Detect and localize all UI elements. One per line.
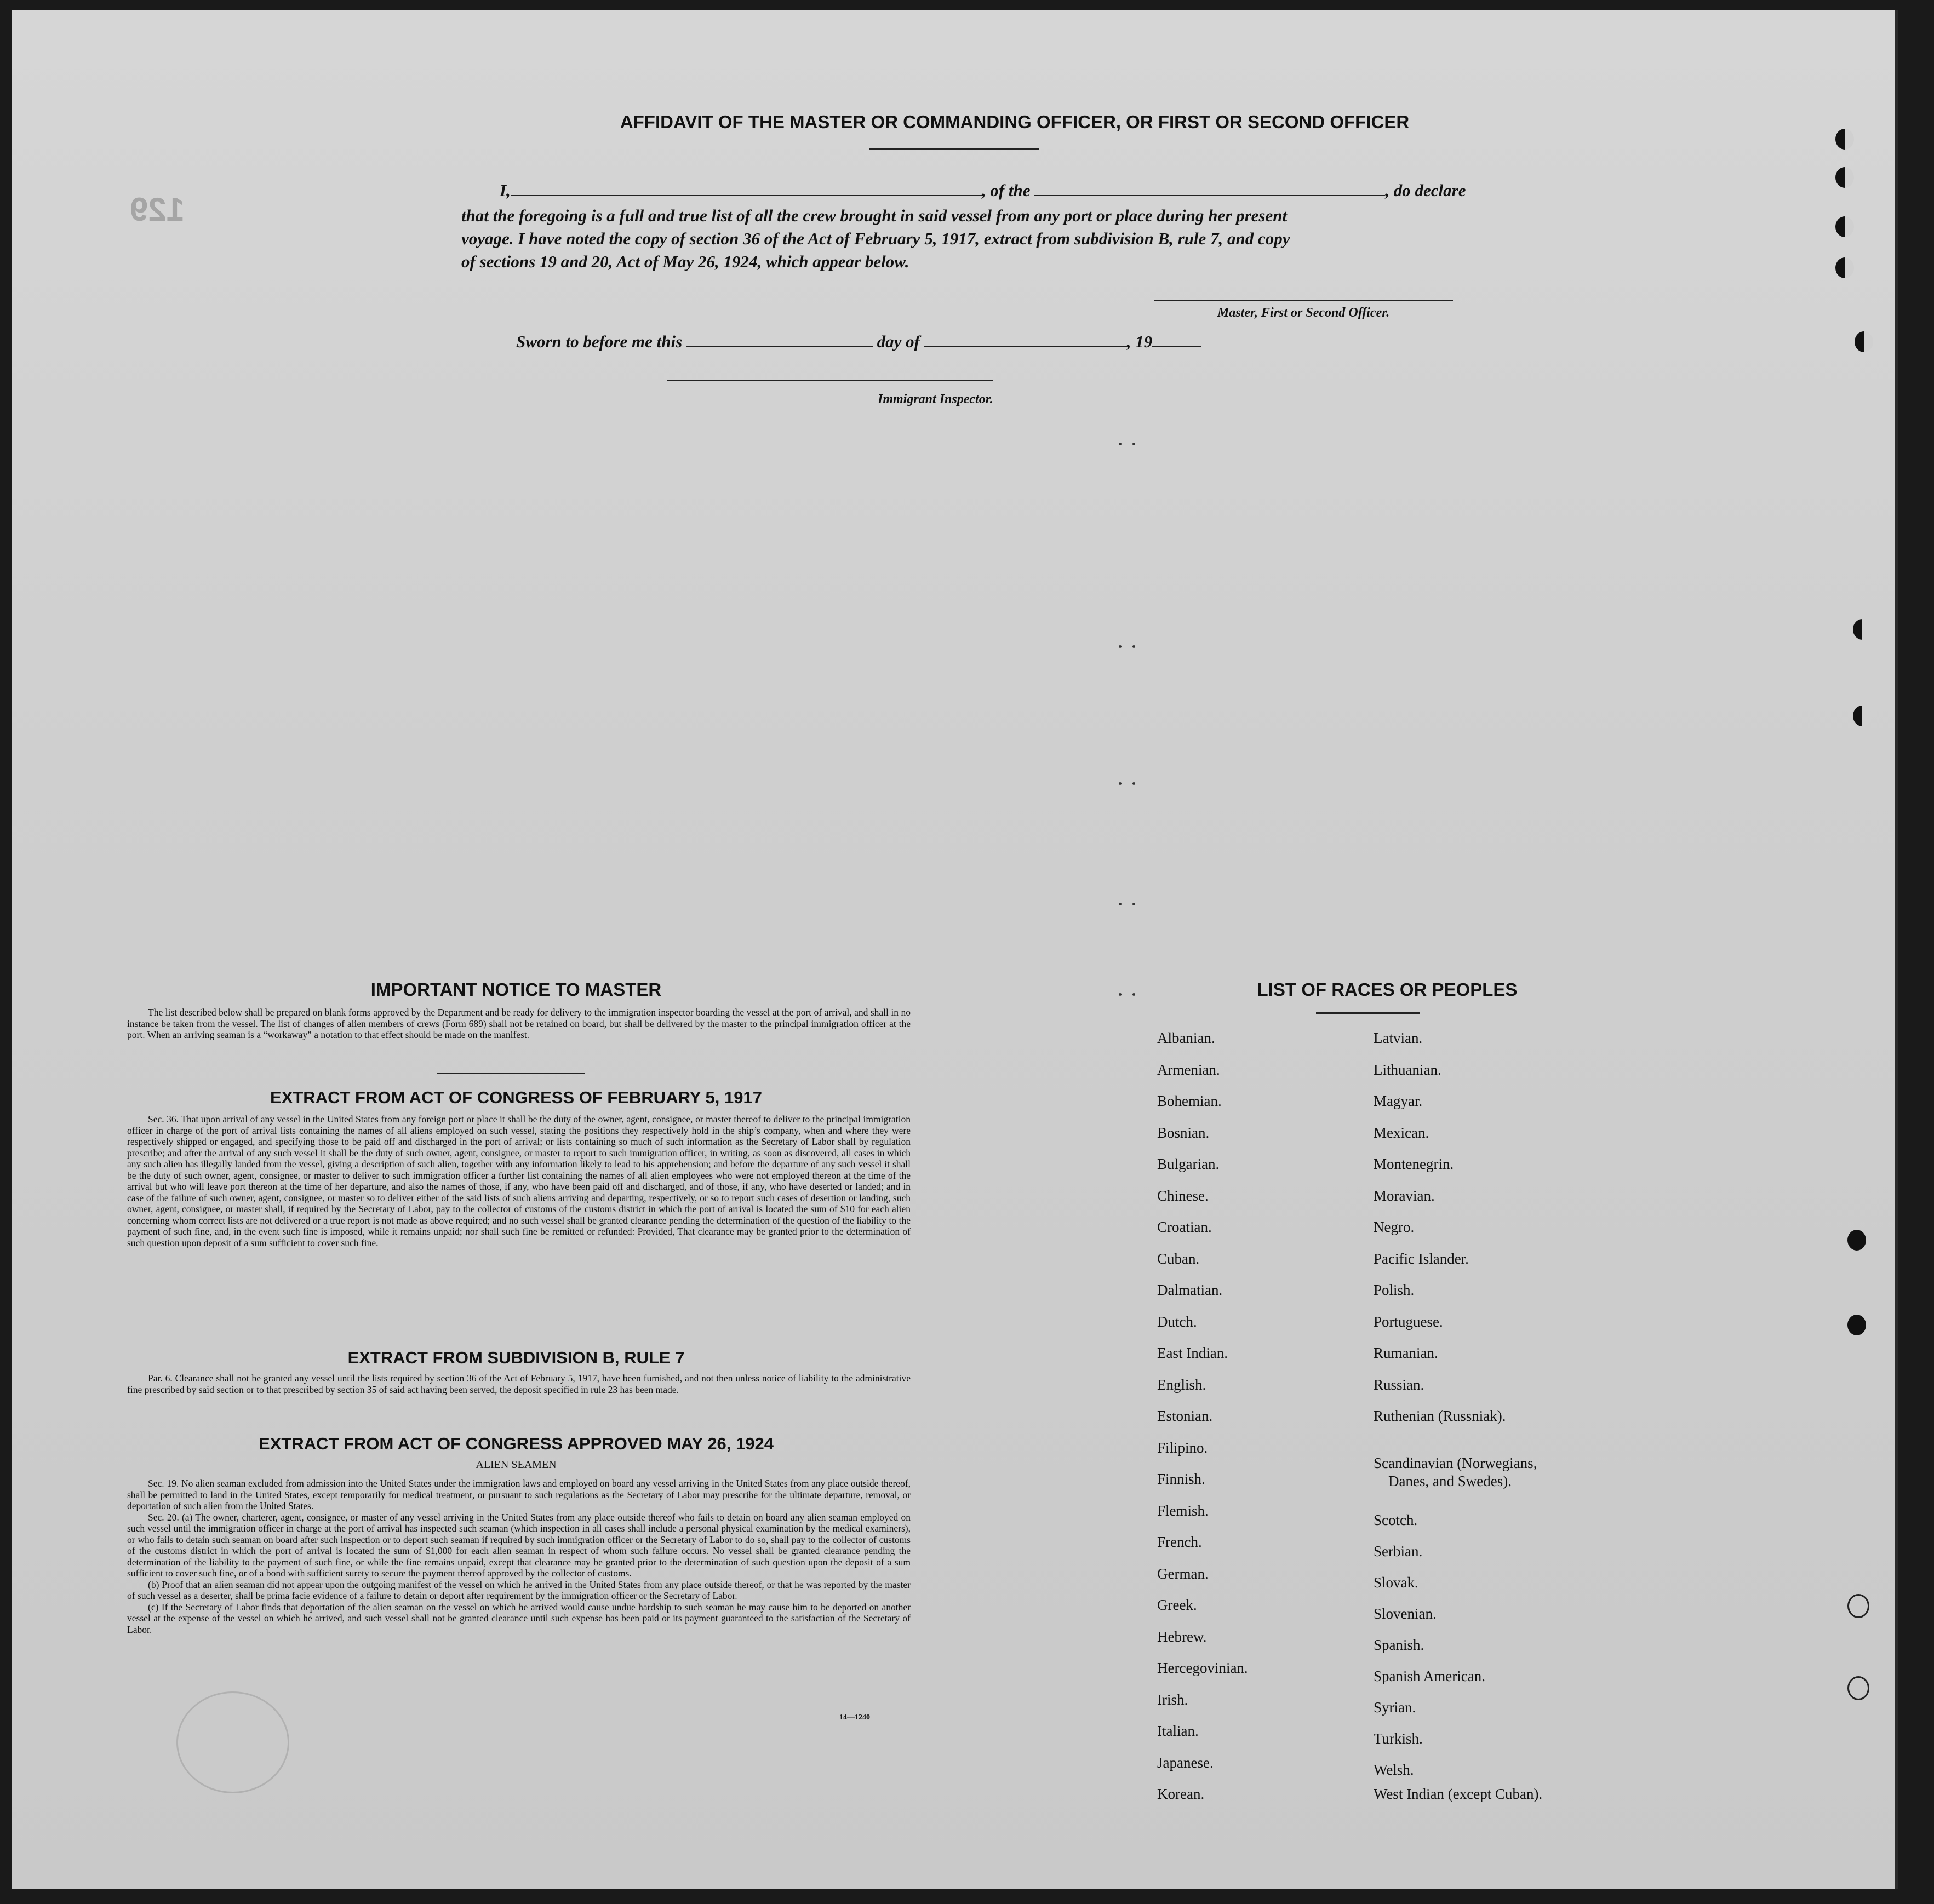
race-item: Greek.	[1157, 1597, 1197, 1613]
races-title-rule	[1316, 1012, 1420, 1014]
sworn-line: Sworn to before me this day of , 19	[516, 332, 1201, 352]
race-item: Chinese.	[1157, 1187, 1209, 1204]
race-item: Serbian.	[1374, 1543, 1423, 1559]
page-number-bleedthrough: 129	[130, 191, 185, 228]
race-item: Lithuanian.	[1374, 1061, 1441, 1078]
race-item: Bosnian.	[1157, 1124, 1210, 1141]
binding-hole	[1853, 619, 1872, 640]
binding-hole	[1847, 1594, 1869, 1618]
faint-seal-stamp	[176, 1691, 289, 1793]
form-sheet	[12, 10, 1898, 1889]
binding-hole	[1847, 1315, 1866, 1335]
race-item: Rumanian.	[1374, 1345, 1438, 1361]
affidavit-declaration-line: I, , of the , do declare	[500, 181, 1466, 200]
race-item: Welsh.	[1374, 1762, 1414, 1778]
binding-hole	[1853, 706, 1872, 726]
race-item: Danes, and Swedes).	[1388, 1473, 1512, 1489]
sworn-month-field[interactable]	[924, 346, 1127, 347]
race-item: Spanish.	[1374, 1637, 1424, 1653]
extract-1917-text: Sec. 36. That upon arrival of any vessel in the United States from any foreign port or place it shall be the duty of the owner, agent, consignee, or master thereof to deliver to the principal immigration officer in charge of the port of arrival lists containing the names of all aliens employed on such vessel, stating the positions they respectively hold in the ship’s company, when and where they were respectively shipped or engaged, and specifying those to be paid off and discharged in the port of arrival; or lists containing so much of such information as the Secretary of Labor shall by regulation prescribe; and after the arrival of any such vessel it shall be the duty of such owner, agent, consignee, or master to report to such immigration officer, in writing, as soon as discovered, all cases in which any such alien has illegally landed from the vessel, giving a description of such alien, together with any information likely to lead to his apprehension; and before the departure of any such vessel it shall be the duty of such owner, agent, consignee, or master to deliver to such immigration officer a further list containing the names of all alien employees who were not employed thereon at the time of the arrival but who will leave port thereon at the time of her departure, and also the names of those, if any, who have been paid off and discharged, and of those, if any, who have deserted or landed; and in case of the failure of such owner, agent, consignee, or master so to deliver either of the said lists of such aliens arriving and departing, respectively, or so to report such cases of desertion or landing, such owner, agent, consignee, or master shall, if required by the Secretary of Labor, pay to the collector of customs of the customs district in which the port of arrival is located the sum of $10 for each alien concerning whom correct lists are not delivered or a true report is not made as above required; and no such vessel shall be granted clearance pending the determination of the question of the liability to the payment of such fine, and, in the event such fine is imposed, while it remains unpaid; nor shall such fine be remitted or refunded: Provided, That clearance may be granted prior to the determination of such question upon deposit of a sum sufficient to cover such fine.	[127, 1114, 911, 1248]
affidavit-title-rule	[869, 148, 1039, 150]
race-item: Syrian.	[1374, 1699, 1416, 1716]
binding-hole	[1835, 216, 1854, 237]
affidavit-body-line-2: voyage. I have noted the copy of section 36 of the Act of February 5, 1917, extract from subdivision B, rule 7, and copy	[461, 229, 1290, 248]
form-number: 14—1240	[839, 1713, 870, 1722]
race-item: Hebrew.	[1157, 1628, 1207, 1645]
extract-rule7-text: Par. 6. Clearance shall not be granted any vessel until the lists required by section 36 of the Act of February 5, 1917, have been furnished, and not then unless notice of liability to the administrative fine prescribed by said section or to that prescribed by section 35 of said act having been served, the deposit specified in rule 23 has been made.	[127, 1373, 911, 1395]
notice-rule	[437, 1073, 585, 1074]
race-item: Italian.	[1157, 1723, 1199, 1739]
master-signature-label: Master, First or Second Officer.	[1217, 306, 1390, 320]
sec-20b-text: (b) Proof that an alien seaman did not appear upon the outgoing manifest of the vessel on which he arrived in the United States from any place outside thereof, or that he was reported by the master of such vessel as a deserter, shall be prima facie evidence of a failure to detain or deport after requirement by the immigration officer or the Secretary of Labor.	[127, 1579, 911, 1601]
race-item: Latvian.	[1374, 1030, 1423, 1046]
race-item: Flemish.	[1157, 1502, 1209, 1519]
inspector-label: Immigrant Inspector.	[878, 392, 993, 406]
notice-title: IMPORTANT NOTICE TO MASTER	[370, 979, 662, 1000]
sworn-year-field[interactable]	[1152, 346, 1201, 347]
extract-1924-text	[127, 1478, 911, 1635]
race-item: English.	[1157, 1376, 1206, 1393]
race-item: Estonian.	[1157, 1408, 1213, 1424]
binding-hole	[1847, 1676, 1869, 1700]
race-item: Magyar.	[1374, 1093, 1423, 1109]
race-item: Bulgarian.	[1157, 1156, 1220, 1172]
bleed-dot	[1132, 443, 1135, 445]
sec-20a-text: Sec. 20. (a) The owner, charterer, agent, consignee, or master of any vessel arriving in the United States from any place outside thereof who fails to detain on board any alien seaman employed on such vessel until the immigration officer in charge at the port of arrival has inspected such seaman (which inspection in all cases shall include a personal physical examination by the medical examiners), or who fails to detain such seaman on board after such inspection or to deport such seaman if required by such immigration officer or the Secretary of Labor to do so, shall pay to the collector of customs of the customs district in which the port of arrival is located the sum of $1,000 for each alien seaman in respect of whom such failure occurs. No vessel shall be granted clearance pending the determination of the liability to the payment of such fine, or while the fine remains unpaid, except that clearance may be granted prior to the determination of such question upon the deposit of a sum sufficient to cover such fine, or of a bond with sufficient surety to secure the payment thereof approved by the collector of customs.	[127, 1511, 911, 1579]
race-item: Russian.	[1374, 1376, 1424, 1393]
race-item: Slovenian.	[1374, 1605, 1437, 1622]
bleed-dot	[1119, 443, 1122, 445]
race-item: Portuguese.	[1374, 1313, 1443, 1330]
bleed-dot	[1119, 903, 1122, 905]
extract-rule7-title: EXTRACT FROM SUBDIVISION B, RULE 7	[347, 1348, 685, 1367]
sec-19-text: Sec. 19. No alien seaman excluded from admission into the United States under the immigration laws and employed on board any vessel arriving in the United States from any place outside thereof, shall be permitted to land in the United States, except temporarily for medical treatment, or pursuant to such regulations as the Secretary of Labor may prescribe for the ultimate departure, removal, or deportation of such alien from the United States.	[127, 1478, 911, 1511]
bleed-dot	[1119, 645, 1122, 648]
race-item: Turkish.	[1374, 1730, 1423, 1747]
binding-hole	[1835, 257, 1854, 278]
race-item: Dutch.	[1157, 1313, 1197, 1330]
race-item: Croatian.	[1157, 1219, 1212, 1235]
race-item: Mexican.	[1374, 1124, 1429, 1141]
race-item: Polish.	[1374, 1282, 1415, 1298]
race-item: Dalmatian.	[1157, 1282, 1223, 1298]
sworn-day-field[interactable]	[686, 346, 873, 347]
inspector-signature-line[interactable]	[667, 380, 993, 381]
race-item: Scandinavian (Norwegians,	[1374, 1455, 1537, 1471]
race-item: West Indian (except Cuban).	[1374, 1786, 1543, 1802]
race-item: Scotch.	[1374, 1512, 1418, 1528]
affidavit-body-line-3: of sections 19 and 20, Act of May 26, 1924, which appear below.	[461, 252, 909, 271]
bleed-dot	[1119, 782, 1122, 785]
bleed-dot	[1132, 782, 1135, 785]
binding-hole	[1855, 331, 1873, 352]
race-item: German.	[1157, 1565, 1209, 1582]
bleed-dot	[1132, 903, 1135, 905]
binding-hole	[1835, 129, 1854, 150]
notice-text: The list described below shall be prepared on blank forms approved by the Department and be ready for delivery to the immigration inspector boarding the vessel at the port of arrival, and shall in no instance be taken from the vessel. The list of changes of alien members of crews (Form 689) shall not be retained on board, but shall be delivered by the master to the principal immigration officer at the port. When an arriving seaman is a “workaway” a notation to that effect should be made on the manifest.	[127, 1007, 911, 1040]
extract-1924-subtitle: ALIEN SEAMEN	[476, 1459, 557, 1471]
bleed-dot	[1119, 993, 1122, 996]
race-item: Montenegrin.	[1374, 1156, 1454, 1172]
race-item: East Indian.	[1157, 1345, 1228, 1361]
race-item: Japanese.	[1157, 1754, 1214, 1771]
extract-1924-title: EXTRACT FROM ACT OF CONGRESS APPROVED MAY 26, 1924	[259, 1434, 774, 1453]
affidavit-body-line-1: that the foregoing is a full and true list of all the crew brought in said vessel from any port or place during her present	[461, 206, 1288, 225]
race-item: Negro.	[1374, 1219, 1415, 1235]
bleed-dot	[1132, 993, 1135, 996]
race-item: Pacific Islander.	[1374, 1250, 1469, 1267]
race-item: Armenian.	[1157, 1061, 1220, 1078]
race-item: Finnish.	[1157, 1471, 1205, 1487]
sec-20c-text: (c) If the Secretary of Labor finds that deportation of the alien seaman on the vessel on which he arrived would cause undue hardship to such seaman he may cause him to be deported on another vessel at the expense of the vessel on which he arrived, and such vessel shall not be granted clearance until such expense has been paid or its payment guaranteed to the satisfaction of the Secretary of Labor.	[127, 1601, 911, 1635]
binding-hole	[1835, 167, 1854, 188]
binding-hole	[1847, 1230, 1866, 1251]
race-item: Moravian.	[1374, 1187, 1435, 1204]
race-item: Korean.	[1157, 1786, 1205, 1802]
race-item: Bohemian.	[1157, 1093, 1222, 1109]
race-item: Hercegovinian.	[1157, 1660, 1248, 1676]
race-item: Cuban.	[1157, 1250, 1200, 1267]
races-title: LIST OF RACES OR PEOPLES	[1257, 979, 1518, 1000]
master-signature-line[interactable]	[1154, 300, 1453, 301]
affidavit-title: AFFIDAVIT OF THE MASTER OR COMMANDING OFFICER, OR FIRST OR SECOND OFFICER	[620, 112, 1410, 132]
bleed-dot	[1132, 645, 1135, 648]
race-item: Spanish American.	[1374, 1668, 1485, 1684]
race-item: Irish.	[1157, 1691, 1188, 1708]
race-item: Ruthenian (Russniak).	[1374, 1408, 1506, 1424]
race-item: French.	[1157, 1534, 1202, 1550]
race-item: Albanian.	[1157, 1030, 1215, 1046]
race-item: Filipino.	[1157, 1439, 1208, 1456]
extract-1917-title: EXTRACT FROM ACT OF CONGRESS OF FEBRUARY 5, 1917	[270, 1088, 762, 1107]
race-item: Slovak.	[1374, 1574, 1418, 1591]
